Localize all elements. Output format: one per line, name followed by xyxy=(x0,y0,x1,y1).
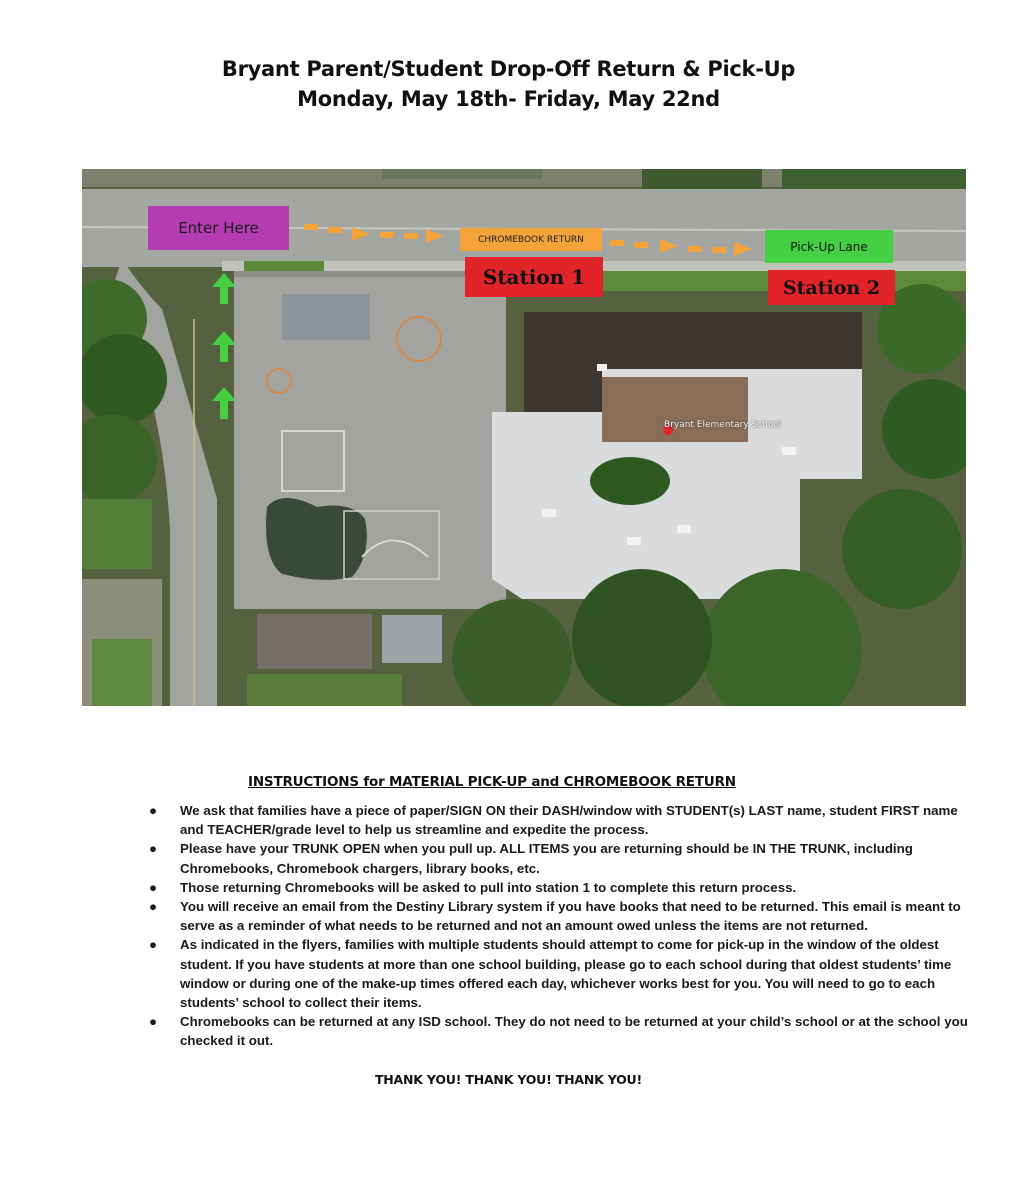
list-item: ● Please have your TRUNK OPEN when you pull up. ALL ITEMS you are returning should be IN THE TRUNK, including Chromebooks, Chromebook chargers, library books, etc. xyxy=(149,841,913,876)
bullet-icon: ● xyxy=(149,899,158,915)
list-item: ● Chromebooks can be returned at any ISD school. They do not need to be returned at your child’s school or at the school you checked it out. xyxy=(149,1014,968,1049)
chromebook-return-sign: CHROMEBOOK RETURN xyxy=(460,228,602,251)
page-subtitle-dates: Monday, May 18th- Friday, May 22nd xyxy=(297,87,720,111)
list-item: ● We ask that families have a piece of paper/SIGN ON their DASH/window with STUDENT(s) LAST name, student FIRST name and TEACHER/grade level to help us streamline and expedite the process. xyxy=(149,803,958,838)
list-item: ● You will receive an email from the Destiny Library system if you have books that need to be returned. This email is meant to serve as a reminder of what needs to be returned and not an amount owed unless the items are not returned. xyxy=(149,899,961,934)
pickup-lane-sign: Pick-Up Lane xyxy=(765,230,893,263)
station-2-sign: Station 2 xyxy=(768,270,895,305)
aerial-map xyxy=(82,169,966,706)
bullet-icon: ● xyxy=(149,841,158,857)
school-map-label: Bryant Elementary School xyxy=(664,420,782,430)
station-1-sign: Station 1 xyxy=(465,257,603,297)
page-title: Bryant Parent/Student Drop-Off Return & Pick-Up xyxy=(221,57,796,81)
bullet-icon: ● xyxy=(149,937,158,953)
list-item: ● As indicated in the flyers, families with multiple students should attempt to come for pick-up in the window of the oldest student. If you have students at more than one school building, please go to each school during that oldest students’ time window or during one of the make-up times offered each day, whichever works best for you. You will need to go to each students’ school to collect their items. xyxy=(149,937,952,1011)
bullet-icon: ● xyxy=(149,879,158,895)
enter-here-sign: Enter Here xyxy=(148,206,289,250)
thank-you-note: THANK YOU! THANK YOU! THANK YOU! xyxy=(374,1072,643,1087)
bullet-icon: ● xyxy=(149,1014,158,1030)
instructions-heading: INSTRUCTIONS for MATERIAL PICK-UP and CHROMEBOOK RETURN xyxy=(248,774,736,790)
instructions-list xyxy=(140,801,970,1051)
bullet-icon: ● xyxy=(149,803,158,818)
list-item: ● Those returning Chromebooks will be asked to pull into station 1 to complete this return process. xyxy=(140,878,970,897)
